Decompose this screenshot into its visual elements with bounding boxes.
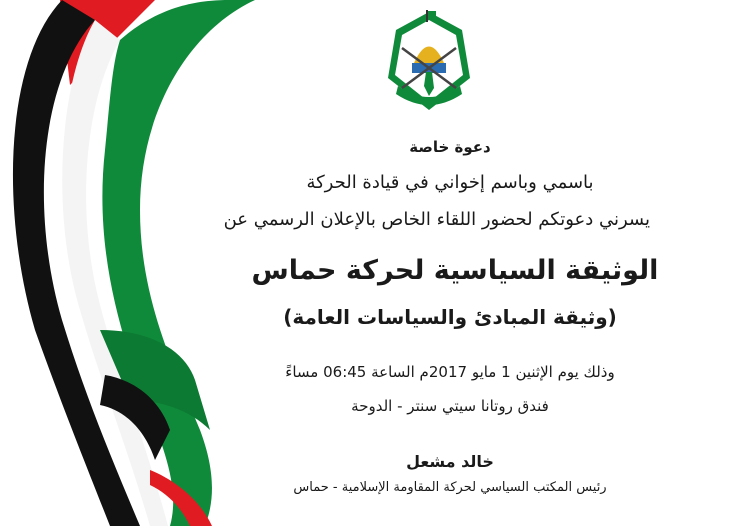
invitation-heading: دعوة خاصة (409, 138, 491, 156)
document-subtitle: (وثيقة المبادئ والسياسات العامة) (283, 305, 617, 329)
event-date-time: وذلك يوم الإثنين 1 مايو 2017م الساعة 06:45 مساءً (285, 363, 615, 381)
on-behalf-line: باسمي وباسم إخواني في قيادة الحركة (306, 172, 594, 193)
signer-name: خالد مشعل (406, 452, 494, 471)
event-venue: فندق روتانا سيتي سنتر - الدوحة (351, 397, 549, 415)
signer-title: رئيس المكتب السياسي لحركة المقاومة الإسلامية - حماس (293, 480, 607, 495)
document-title: الوثيقة السياسية لحركة حماس (251, 255, 659, 286)
hamas-emblem-icon (384, 8, 474, 116)
invitation-line: يسرني دعوتكم لحضور اللقاء الخاص بالإعلان الرسمي عن (223, 209, 650, 230)
